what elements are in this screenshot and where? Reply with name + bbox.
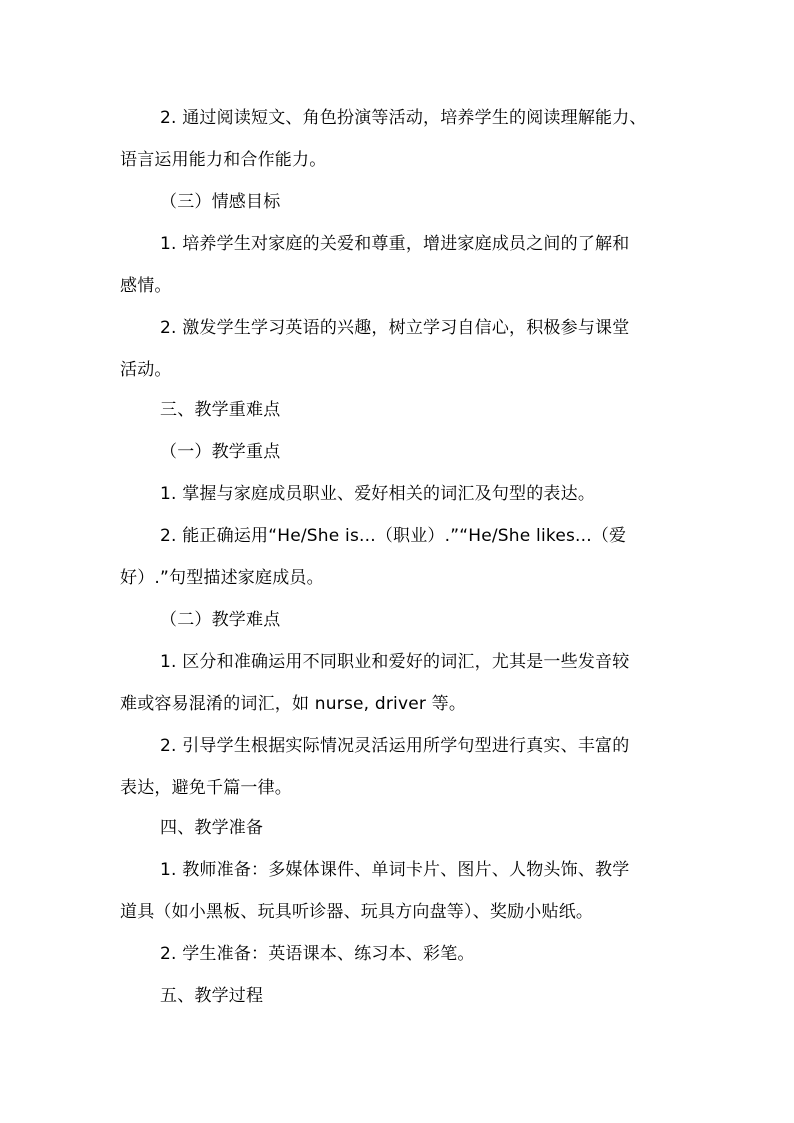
paragraph-line: 表达，避免千篇一律。 bbox=[120, 778, 292, 798]
paragraph-line: 1. 培养学生对家庭的关爱和尊重，增进家庭成员之间的了解和 bbox=[160, 234, 630, 254]
paragraph-line: 活动。 bbox=[120, 360, 172, 380]
section-subheading: （一）教学重点 bbox=[160, 442, 281, 462]
paragraph-line: 2. 通过阅读短文、角色扮演等活动，培养学生的阅读理解能力、 bbox=[160, 108, 647, 128]
paragraph-line: 1. 区分和准确运用不同职业和爱好的词汇，尤其是一些发音较 bbox=[160, 652, 630, 672]
paragraph-line: 道具（如小黑板、玩具听诊器、玩具方向盘等）、奖励小贴纸。 bbox=[120, 902, 594, 922]
paragraph-line: 感情。 bbox=[120, 276, 172, 296]
paragraph-line: 2. 能正确运用“He/She is...（职业）.”“He/She likes...（爱 bbox=[160, 526, 627, 546]
paragraph-line: 2. 激发学生学习英语的兴趣，树立学习自信心，积极参与课堂 bbox=[160, 318, 630, 338]
paragraph-line: 1. 教师准备：多媒体课件、单词卡片、图片、人物头饰、教学 bbox=[160, 860, 630, 880]
paragraph-line: 语言运用能力和合作能力。 bbox=[120, 150, 327, 170]
section-subheading: （三）情感目标 bbox=[160, 192, 281, 212]
paragraph-line: 2. 学生准备：英语课本、练习本、彩笔。 bbox=[160, 944, 475, 964]
paragraph-line: 好）.”句型描述家庭成员。 bbox=[120, 568, 324, 588]
paragraph-line: 1. 掌握与家庭成员职业、爱好相关的词汇及句型的表达。 bbox=[160, 484, 596, 504]
section-heading: 五、教学过程 bbox=[160, 986, 264, 1006]
paragraph-line: 2. 引导学生根据实际情况灵活运用所学句型进行真实、丰富的 bbox=[160, 736, 630, 756]
section-subheading: （二）教学难点 bbox=[160, 610, 281, 630]
section-heading: 四、教学准备 bbox=[160, 818, 264, 838]
paragraph-line: 难或容易混淆的词汇，如 nurse, driver 等。 bbox=[120, 694, 467, 714]
section-heading: 三、教学重难点 bbox=[160, 400, 281, 420]
